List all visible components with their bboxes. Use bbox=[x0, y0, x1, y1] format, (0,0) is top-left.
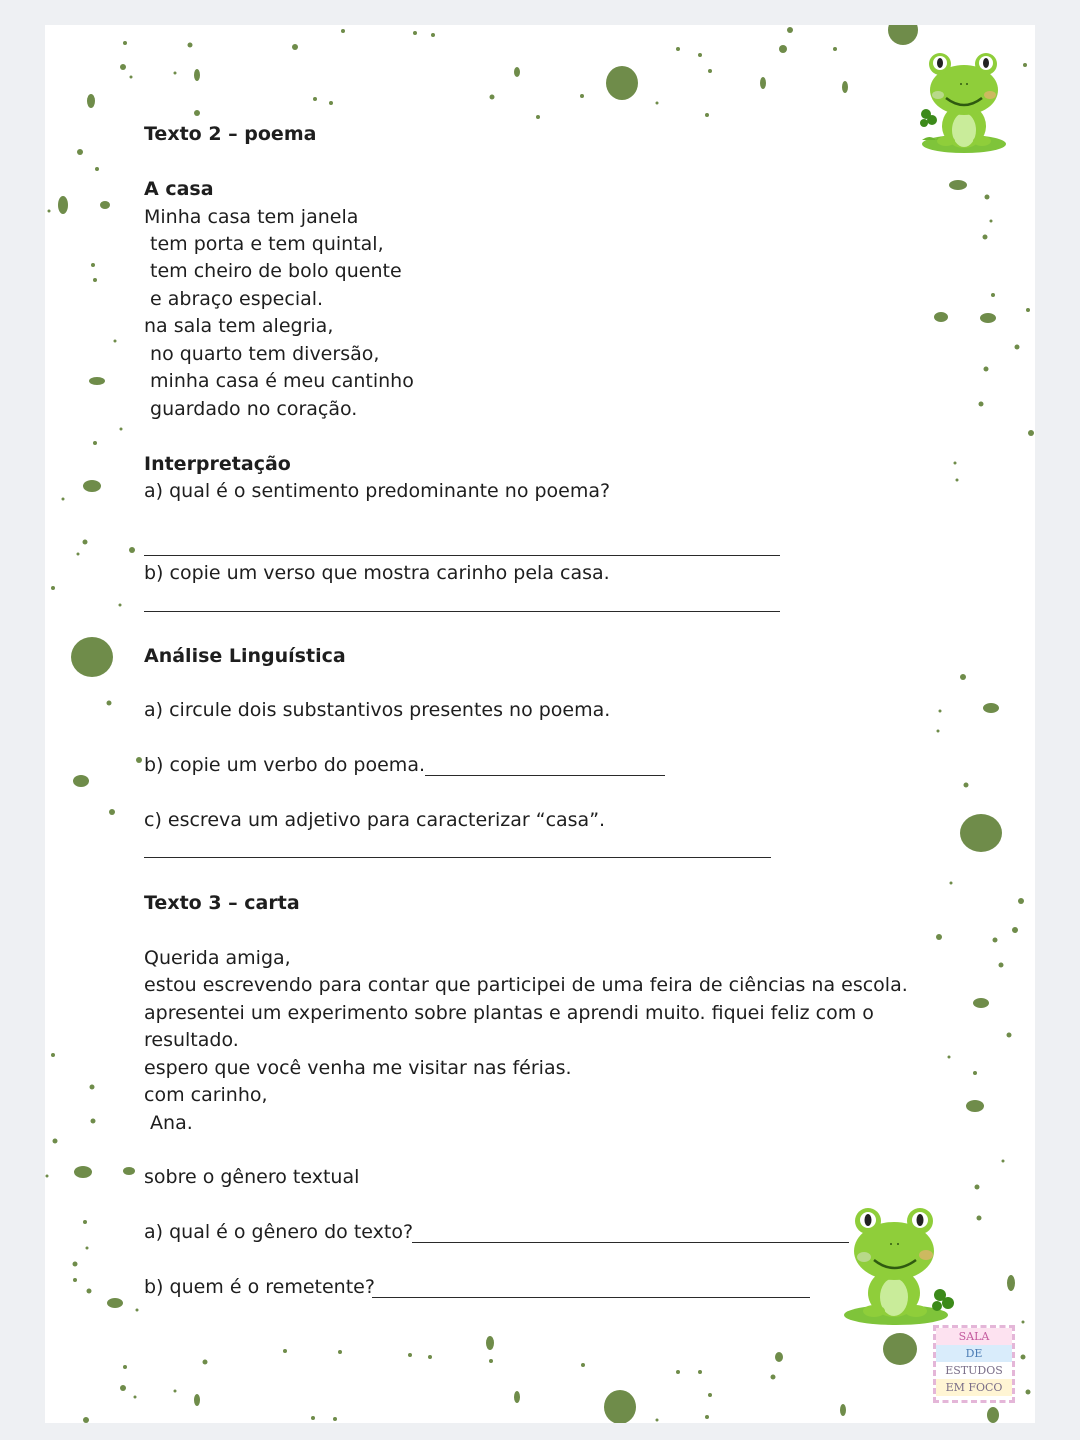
letter-line: resultado. bbox=[144, 1029, 239, 1051]
answer-line[interactable] bbox=[412, 1242, 849, 1243]
poem-verse: e abraço especial. bbox=[144, 288, 324, 310]
poem-verse: tem porta e tem quintal, bbox=[144, 233, 384, 255]
logo-line: DE bbox=[936, 1345, 1012, 1362]
question-text: c) escreva um adjetivo para caracterizar “casa”. bbox=[144, 809, 606, 831]
letter-line: Ana. bbox=[144, 1112, 193, 1134]
texto3-heading: Texto 3 – carta bbox=[144, 892, 300, 914]
letter-line: estou escrevendo para contar que participei de uma feira de ciências na escola. bbox=[144, 974, 908, 996]
letter-line: Querida amiga, bbox=[144, 947, 291, 969]
letter-line: espero que você venha me visitar nas férias. bbox=[144, 1057, 572, 1079]
question-text: a) circule dois substantivos presentes no poema. bbox=[144, 699, 611, 721]
question-text: a) qual é o sentimento predominante no poema? bbox=[144, 480, 611, 502]
answer-line[interactable] bbox=[372, 1297, 810, 1298]
worksheet-page bbox=[45, 25, 1035, 1423]
question-text: b) quem é o remetente? bbox=[144, 1276, 375, 1298]
frog-illustration-bottom bbox=[840, 1193, 960, 1328]
answer-line[interactable] bbox=[144, 857, 771, 858]
answer-line[interactable] bbox=[144, 611, 780, 612]
poem-verse: Minha casa tem janela bbox=[144, 206, 359, 228]
letter-line: apresentei um experimento sobre plantas e aprendi muito. fiquei feliz com o bbox=[144, 1002, 874, 1024]
texto2-heading: Texto 2 – poema bbox=[144, 123, 317, 145]
question-text: b) copie um verso que mostra carinho pela casa. bbox=[144, 562, 610, 584]
poem-verse: na sala tem alegria, bbox=[144, 315, 334, 337]
sala-de-estudos-logo bbox=[933, 1325, 1015, 1403]
answer-line[interactable] bbox=[144, 555, 780, 556]
poem-verse: minha casa é meu cantinho bbox=[144, 370, 414, 392]
logo-line: EM FOCO bbox=[936, 1379, 1012, 1396]
analise-heading: Análise Linguística bbox=[144, 645, 346, 667]
genero-heading: sobre o gênero textual bbox=[144, 1166, 360, 1188]
frog-illustration-top bbox=[918, 40, 1010, 155]
question-text: a) qual é o gênero do texto? bbox=[144, 1221, 414, 1243]
letter-line: com carinho, bbox=[144, 1084, 268, 1106]
question-text: b) copie um verbo do poema. bbox=[144, 754, 426, 776]
interpretacao-heading: Interpretação bbox=[144, 453, 291, 475]
poem-verse: no quarto tem diversão, bbox=[144, 343, 380, 365]
poem-title: A casa bbox=[144, 178, 214, 200]
answer-line[interactable] bbox=[425, 775, 665, 776]
logo-line: ESTUDOS bbox=[936, 1362, 1012, 1379]
poem-verse: guardado no coração. bbox=[144, 398, 358, 420]
poem-verse: tem cheiro de bolo quente bbox=[144, 260, 402, 282]
logo-line: SALA bbox=[936, 1328, 1012, 1345]
